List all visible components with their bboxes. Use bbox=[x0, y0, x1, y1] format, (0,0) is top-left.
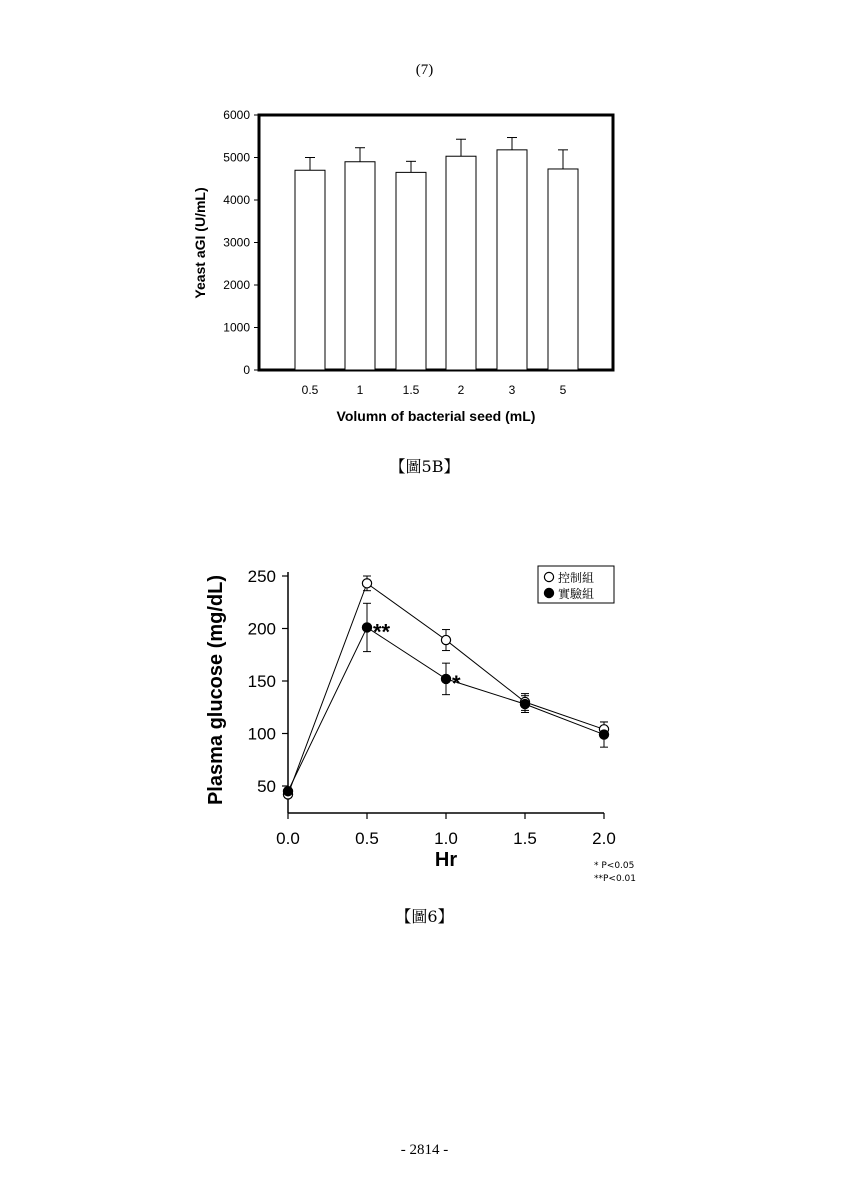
y-tick-label: 5000 bbox=[223, 150, 250, 165]
x-tick-label: 2 bbox=[457, 383, 465, 397]
data-point bbox=[520, 700, 529, 709]
x-axis-label: Hr bbox=[434, 849, 458, 871]
page-header: (7) bbox=[415, 62, 434, 78]
x-tick-label: 1 bbox=[356, 383, 364, 397]
legend-marker bbox=[544, 588, 553, 597]
data-point bbox=[283, 787, 292, 796]
legend-marker bbox=[544, 572, 553, 581]
page-number: - 2814 - bbox=[400, 1142, 449, 1158]
y-tick-label: 1000 bbox=[223, 320, 250, 335]
y-tick-label: 200 bbox=[247, 619, 276, 639]
x-tick-label: 1.5 bbox=[402, 383, 420, 397]
figure-5b-caption: 【圖5B】 bbox=[389, 457, 460, 476]
y-tick-label: 250 bbox=[247, 567, 276, 586]
y-axis-label: Yeast aGI (U/mL) bbox=[192, 187, 208, 299]
y-axis-label: Plasma glucose (mg/dL) bbox=[205, 574, 227, 806]
x-tick-label: 0.5 bbox=[355, 829, 379, 848]
y-tick-label: 0 bbox=[243, 363, 250, 377]
x-tick-label: 5 bbox=[559, 383, 567, 397]
legend-label: 實驗組 bbox=[558, 587, 595, 601]
data-point bbox=[441, 674, 450, 683]
legend-label: 控制組 bbox=[558, 571, 595, 585]
x-tick-label: 1.0 bbox=[434, 829, 458, 848]
bar bbox=[446, 156, 476, 370]
y-tick-label: 150 bbox=[247, 672, 276, 691]
bar-chart-yeast-agi bbox=[0, 100, 849, 430]
x-tick-label: 0.5 bbox=[301, 383, 319, 397]
line-chart-plasma-glucose bbox=[0, 560, 849, 880]
x-tick-label: 2.0 bbox=[592, 829, 616, 848]
data-point bbox=[362, 579, 371, 588]
series-line bbox=[288, 627, 604, 791]
significance-notes bbox=[594, 860, 636, 886]
significance-marker: ** bbox=[373, 619, 391, 645]
y-tick-label: 4000 bbox=[223, 193, 250, 207]
x-axis-label: Volumn of bacterial seed (mL) bbox=[336, 408, 536, 424]
x-tick-label: 3 bbox=[508, 383, 516, 397]
significance-marker: * bbox=[452, 670, 461, 696]
bar bbox=[295, 170, 325, 370]
y-tick-label: 6000 bbox=[223, 108, 250, 122]
bar bbox=[345, 162, 375, 370]
data-point bbox=[362, 623, 371, 632]
bar bbox=[497, 150, 527, 370]
note-p005: * P<0.05 bbox=[594, 861, 635, 871]
x-tick-label: 1.5 bbox=[513, 829, 537, 848]
data-point bbox=[599, 730, 608, 739]
data-point bbox=[441, 635, 450, 644]
x-tick-label: 0.0 bbox=[276, 829, 300, 848]
note-p001: **P<0.01 bbox=[594, 874, 637, 884]
bar bbox=[396, 172, 426, 370]
y-tick-label: 50 bbox=[257, 777, 276, 796]
y-tick-label: 3000 bbox=[223, 235, 250, 250]
figure-6-caption: 【圖6】 bbox=[395, 907, 454, 926]
bar bbox=[548, 169, 578, 370]
y-tick-label: 100 bbox=[247, 724, 276, 744]
y-tick-label: 2000 bbox=[223, 278, 250, 292]
